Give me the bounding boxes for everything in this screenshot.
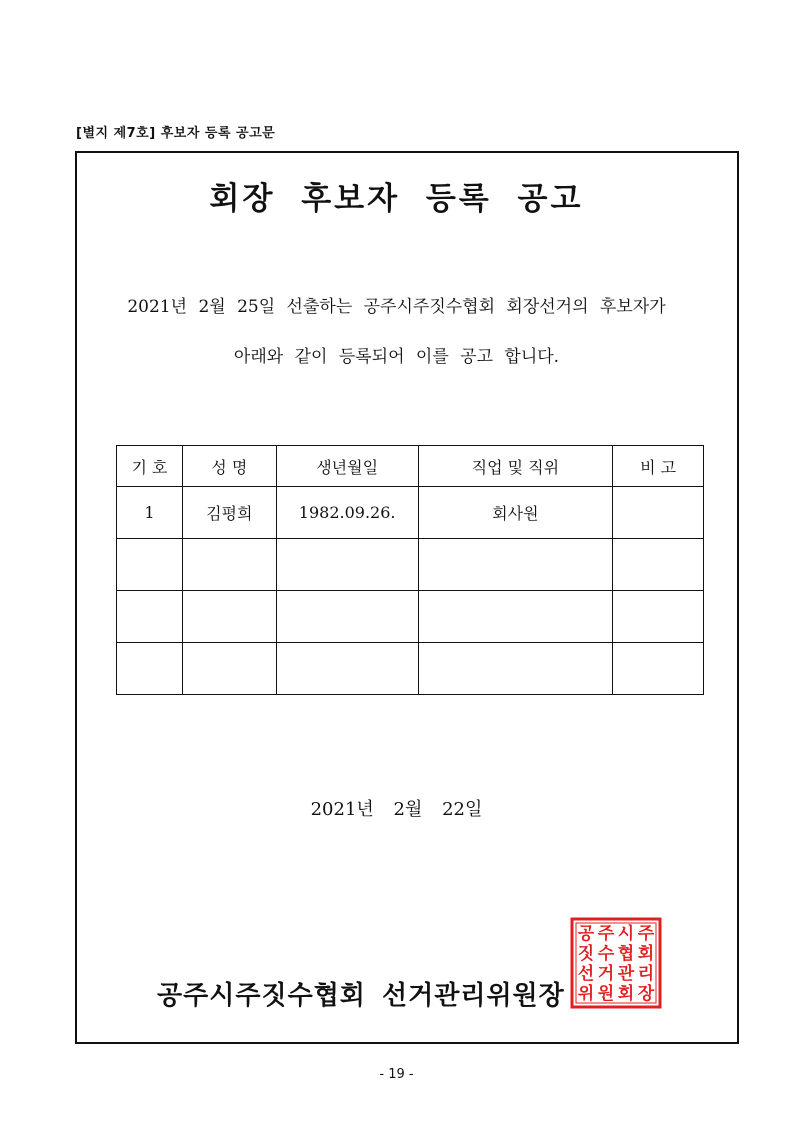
seal-glyph: 거 bbox=[597, 964, 615, 984]
seal-glyph: 선 bbox=[577, 964, 595, 984]
cell-number bbox=[117, 591, 183, 643]
cell-name: 김평희 bbox=[182, 487, 276, 539]
seal-glyph: 시 bbox=[617, 924, 635, 944]
table-header-row bbox=[117, 446, 704, 487]
seal-glyph: 회 bbox=[637, 944, 655, 964]
seal-glyph: 주 bbox=[597, 924, 615, 944]
cell-occupation bbox=[418, 643, 613, 695]
seal-glyph: 리 bbox=[637, 964, 655, 984]
notice-line-1: 2021년 2월 25일 선출하는 공주시주짓수협회 회장선거의 후보자가 bbox=[127, 297, 666, 317]
cell-birthdate bbox=[276, 591, 418, 643]
cell-remarks bbox=[613, 643, 704, 695]
seal-glyph: 회 bbox=[617, 984, 635, 1004]
header-birthdate: 생년월일 bbox=[276, 446, 418, 487]
notice-line-2: 아래와 같이 등록되어 이를 공고 합니다. bbox=[233, 347, 560, 367]
announcement-date: 2021년 2월 22일 bbox=[310, 799, 483, 820]
page-number: - 19 - bbox=[379, 1067, 414, 1082]
header-occupation: 직업 및 직위 bbox=[418, 446, 613, 487]
seal-glyph: 짓 bbox=[577, 944, 595, 964]
table-row bbox=[117, 643, 704, 695]
table-row bbox=[117, 539, 704, 591]
seal-glyph: 위 bbox=[577, 984, 595, 1004]
cell-name bbox=[182, 591, 276, 643]
cell-number: 1 bbox=[117, 487, 183, 539]
header-name: 성 명 bbox=[182, 446, 276, 487]
cell-remarks bbox=[613, 539, 704, 591]
cell-occupation: 회사원 bbox=[418, 487, 613, 539]
cell-number bbox=[117, 643, 183, 695]
seal-glyph: 수 bbox=[597, 944, 615, 964]
cell-birthdate: 1982.09.26. bbox=[276, 487, 418, 539]
seal-glyph: 장 bbox=[637, 984, 655, 1004]
seal-glyph: 관 bbox=[617, 964, 635, 984]
table-row bbox=[117, 487, 704, 539]
table-row bbox=[117, 591, 704, 643]
form-label: [별지 제7호] 후보자 등록 공고문 bbox=[76, 126, 276, 141]
cell-remarks bbox=[613, 487, 704, 539]
page-title: 회장 후보자 등록 공고 bbox=[209, 181, 584, 217]
header-number: 기 호 bbox=[117, 446, 183, 487]
candidate-table bbox=[116, 445, 704, 695]
signer-title: 공주시주짓수협회 선거관리위원장 bbox=[157, 981, 565, 1011]
cell-birthdate bbox=[276, 643, 418, 695]
cell-name bbox=[182, 643, 276, 695]
seal-glyph: 원 bbox=[597, 984, 615, 1004]
cell-name bbox=[182, 539, 276, 591]
seal-glyph: 주 bbox=[637, 924, 655, 944]
cell-number bbox=[117, 539, 183, 591]
seal-glyph: 협 bbox=[617, 944, 635, 964]
cell-birthdate bbox=[276, 539, 418, 591]
cell-remarks bbox=[613, 591, 704, 643]
cell-occupation bbox=[418, 591, 613, 643]
seal-glyph: 공 bbox=[577, 924, 595, 944]
header-remarks: 비 고 bbox=[613, 446, 704, 487]
official-seal-icon bbox=[570, 917, 662, 1009]
cell-occupation bbox=[418, 539, 613, 591]
